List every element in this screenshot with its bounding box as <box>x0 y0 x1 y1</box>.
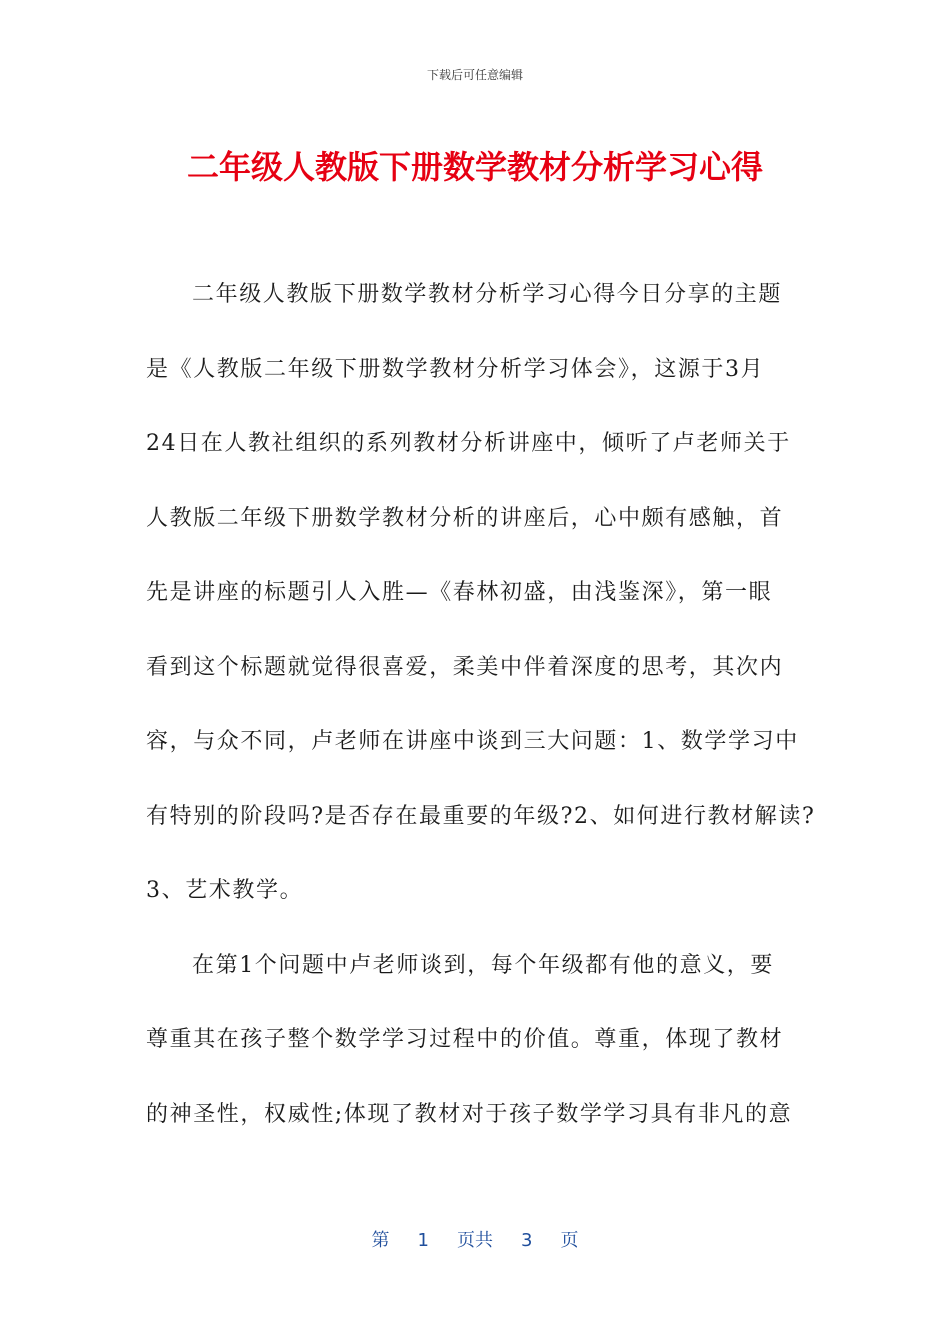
footer-prefix: 第 <box>371 1230 390 1251</box>
paragraph-1-line-6: 看到这个标题就觉得很喜爱，柔美中伴着深度的思考，其次内 <box>146 654 784 680</box>
paragraph-2-line-3: 的神圣性，权威性;体现了教材对于孩子数学学习具有非凡的意 <box>146 1101 793 1127</box>
footer-middle: 页共 <box>457 1230 493 1251</box>
paragraph-2-line-2: 尊重其在孩子整个数学学习过程中的价值。尊重，体现了教材 <box>146 1027 784 1052</box>
paragraph-2-line-1: 在第1个问题中卢老师谈到，每个年级都有他的意义，要 <box>192 952 774 978</box>
paragraph-1-line-3: 24日在人教社组织的系列教材分析讲座中，倾听了卢老师关于 <box>146 431 791 456</box>
paragraph-1-line-4: 人教版二年级下册数学教材分析的讲座后，心中颇有感触，首 <box>146 505 784 531</box>
document-body <box>146 272 816 1166</box>
paragraph-1-line-9: 3、艺术教学。 <box>146 878 304 903</box>
document-title: 二年级人教版下册数学教材分析学习心得 <box>186 148 763 186</box>
paragraph-1-line-8: 有特别的阶段吗?是否存在最重要的年级?2、如何进行教材解读? <box>146 803 816 829</box>
page-footer <box>0 1226 950 1252</box>
paragraph-1-line-1: 二年级人教版下册数学教材分析学习心得今日分享的主题 <box>192 282 783 307</box>
paragraph-1-line-2: 是《人教版二年级下册数学教材分析学习体会》，这源于3月 <box>146 356 765 382</box>
footer-suffix: 页 <box>560 1230 579 1251</box>
paragraph-1-line-7: 容，与众不同，卢老师在讲座中谈到三大问题：1、数学学习中 <box>146 729 799 754</box>
paragraph-1-line-5: 先是讲座的标题引人入胜—《春林初盛，由浅鉴深》，第一眼 <box>146 580 773 605</box>
footer-total-pages: 3 <box>521 1230 533 1251</box>
header-note: 下载后可任意编辑 <box>426 68 523 82</box>
footer-current-page: 1 <box>417 1230 429 1251</box>
